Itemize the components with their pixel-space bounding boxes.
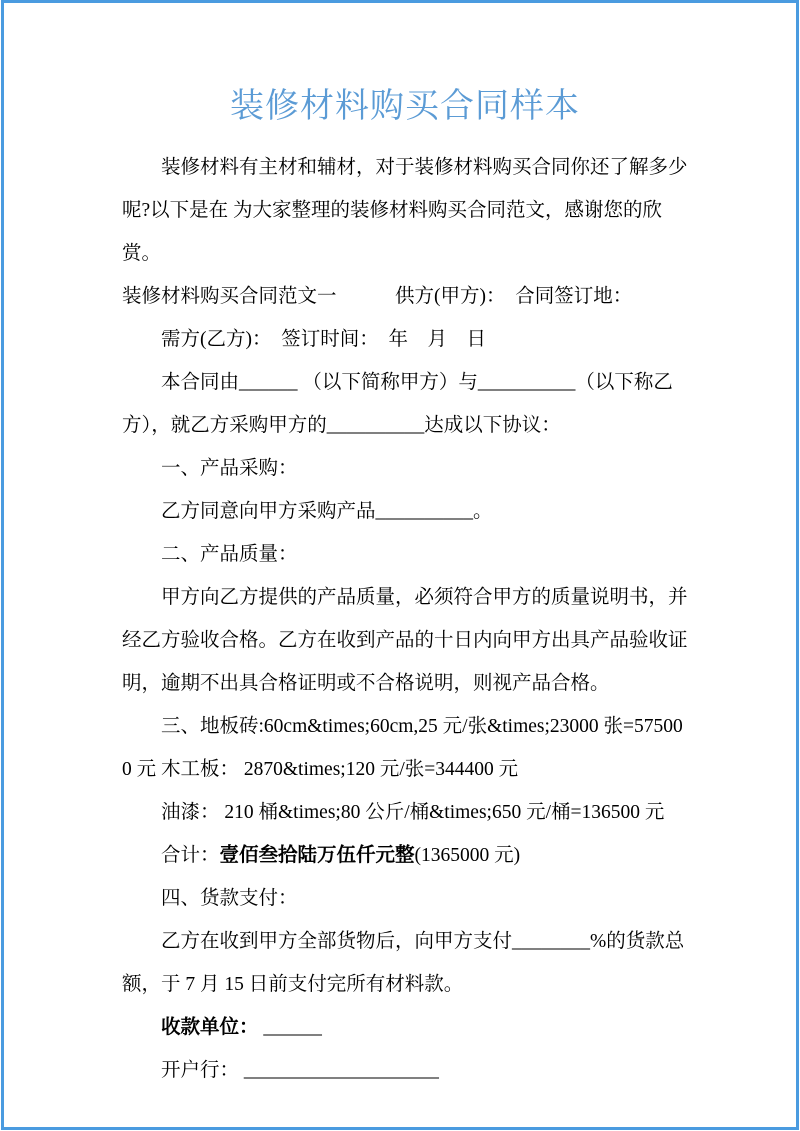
section-1-heading: 一、产品采购： [161, 458, 298, 479]
total-amount-capitals: 壹佰叁拾陆万伍仟元整 [219, 845, 415, 866]
section-4-heading: 四、货款支付： [161, 888, 298, 909]
section-4-body: 乙方在收到甲方全部货物后，向甲方支付________%的货款总额，于 7 月 15 日前支付完所有材料款。 [122, 931, 685, 995]
section-3-floor-tile-line: 三、地板砖:60cm&times;60cm,25 元/张&times;23000 张=575000 元 木工板： 2870&times;120 元/张=344400 元 [122, 716, 683, 780]
payee-line [122, 1006, 688, 1049]
section-1-body: 乙方同意向甲方采购产品__________。 [161, 501, 493, 522]
parties-agreement-line: 本合同由______ （以下简称甲方）与__________（以下称乙方），就乙方采购甲方的__________达成以下协议： [122, 372, 673, 436]
bank-blank: ____________________ [239, 1060, 439, 1081]
payee-label: 收款单位： [161, 1017, 259, 1038]
section-2-heading: 二、产品质量： [161, 544, 298, 565]
bank-label: 开户行： [161, 1060, 240, 1081]
intro-paragraph: 装修材料有主材和辅材，对于装修材料购买合同你还了解多少呢?以下是在 为大家整理的装修材料购买合同范文，感谢您的欣赏。 [122, 157, 688, 264]
section-3-paint-line: 油漆： 210 桶&times;80 公斤/桶&times;650 元/桶=136500 元 [161, 802, 665, 823]
buyer-sign-date-line: 需方(乙方)： 签订时间： 年 月 日 [161, 329, 486, 350]
total-label: 合计： [161, 845, 220, 866]
document-title: 装修材料购买合同样本 [230, 88, 580, 125]
total-amount-line [122, 834, 688, 877]
total-amount-numeric: (1365000 元) [414, 845, 521, 866]
payee-blank: ______ [258, 1017, 322, 1038]
contract-heading-line: 装修材料购买合同范文一 供方(甲方)： 合同签订地： [122, 286, 633, 307]
bank-line [122, 1049, 688, 1092]
section-2-body: 甲方向乙方提供的产品质量，必须符合甲方的质量说明书，并经乙方验收合格。乙方在收到产品的十日内向甲方出具产品验收证明，逾期不出具合格证明或不合格说明，则视产品合格。 [122, 587, 688, 694]
